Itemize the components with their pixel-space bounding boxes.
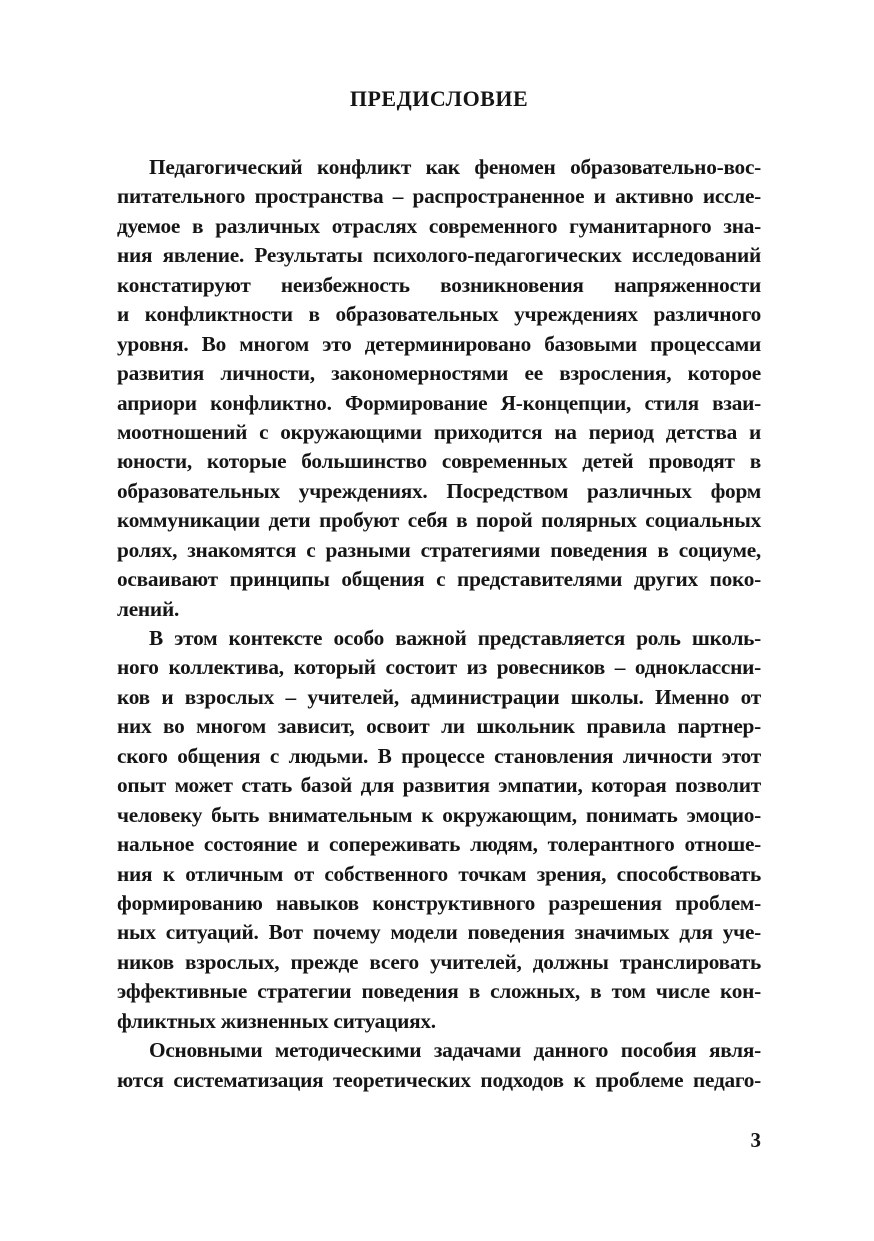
text-line: эффективные стратегии поведения в сложных, в том числе кон- [117, 979, 761, 1004]
text-line: дуемое в различных отраслях современного гуманитарного зна- [117, 213, 761, 238]
text-line: образовательных учреждениях. Посредством различных форм [117, 478, 761, 503]
text-line: констатируют неизбежность возникновения напряженности [117, 272, 761, 297]
text-line: ных ситуаций. Вот почему модели поведения значимых для уче- [117, 920, 761, 945]
text-line: моотношений с окружающими приходится на период детства и [117, 419, 761, 444]
text-line: питательного пространства – распространенное и активно иссле- [117, 184, 761, 209]
page-number: 3 [750, 1128, 761, 1152]
paragraph-1 [117, 153, 761, 624]
body-text [117, 153, 761, 1095]
text-line: ного коллектива, который состоит из ровесников – одноклассни- [117, 655, 761, 680]
text-line: формированию навыков конструктивного разрешения проблем- [117, 890, 761, 915]
text-line: В этом контексте особо важной представляется роль школь- [149, 626, 761, 650]
text-line: и конфликтности в образовательных учреждениях различного [117, 302, 761, 327]
text-line: ков и взрослых – учителей, администрации школы. Именно от [117, 684, 761, 709]
text-line: ролях, знакомятся с разными стратегиями поведения в социуме, [117, 537, 761, 562]
text-line: коммуникации дети пробуют себя в порой полярных социальных [117, 508, 761, 533]
text-line: уровня. Во многом это детерминировано базовыми процессами [117, 331, 761, 356]
text-line: Педагогический конфликт как феномен образовательно-вос- [149, 155, 761, 179]
text-line: нальное состояние и сопереживать людям, толерантного отноше- [117, 832, 761, 857]
text-line: опыт может стать базой для развития эмпатии, которая позволит [117, 773, 761, 798]
paragraph-3 [117, 1036, 761, 1095]
text-line: ния к отличным от собственного точкам зрения, способствовать [117, 861, 761, 886]
text-line: лений. [117, 596, 180, 621]
page-title: ПРЕДИСЛОВИЕ [349, 86, 529, 111]
text-line: ников взрослых, прежде всего учителей, должны транслировать [117, 949, 761, 974]
text-line: ются систематизация теоретических подходов к проблеме педаго- [117, 1067, 761, 1092]
book-page [117, 0, 761, 1241]
text-line: осваивают принципы общения с представителями других поко- [117, 567, 761, 592]
text-line: Основными методическими задачами данного пособия явля- [149, 1038, 761, 1063]
text-line: ского общения с людьми. В процессе становления личности этот [117, 743, 761, 768]
text-line: априори конфликтно. Формирование Я-концепции, стиля взаи- [117, 390, 761, 415]
paragraph-2 [117, 624, 761, 1036]
text-line: развития личности, закономерностями ее взросления, которое [117, 361, 761, 386]
text-line: них во многом зависит, освоит ли школьник правила партнер- [117, 714, 761, 739]
text-line: юности, которые большинство современных детей проводят в [117, 449, 761, 474]
text-line: человеку быть внимательным к окружающим, понимать эмоцио- [117, 802, 761, 827]
text-line: фликтных жизненных ситуациях. [117, 1008, 436, 1033]
text-line: ния явление. Результаты психолого-педагогических исследований [117, 243, 761, 268]
